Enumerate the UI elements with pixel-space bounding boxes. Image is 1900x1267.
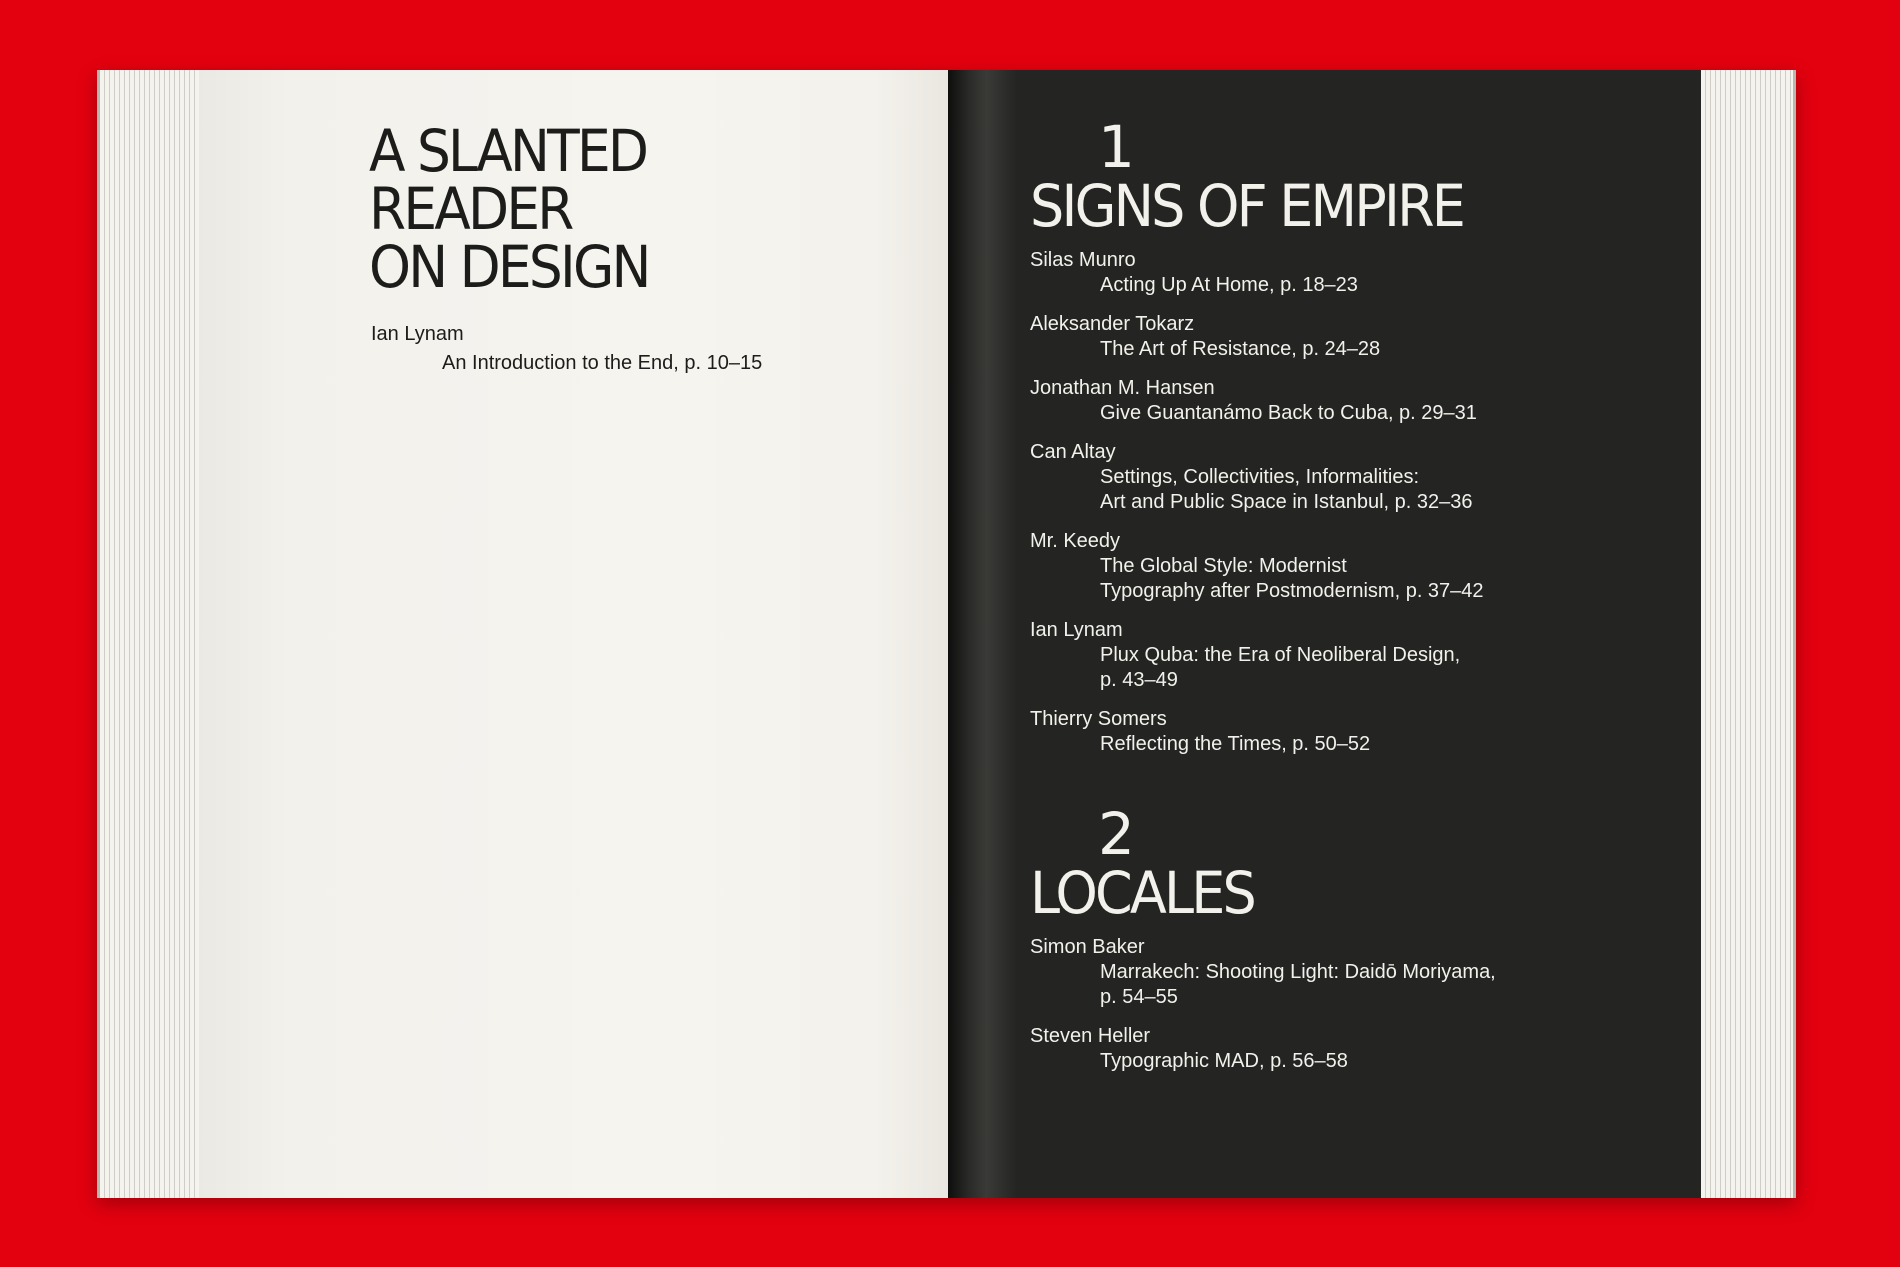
entry-author: Mr. Keedy [1030,530,1121,552]
entry-author: Aleksander Tokarz [1030,313,1195,335]
right-page-stack-edge [1701,70,1796,1198]
entry-title: Give Guantanámo Back to Cuba, p. 29–31 [1100,402,1477,424]
left-page-stack-edge [97,70,199,1198]
title-line: A SLANTED [369,117,647,185]
entry-title: Reflecting the Times, p. 50–52 [1100,733,1371,755]
entry-title: Typographic MAD, p. 56–58 [1100,1050,1348,1072]
toc-entry [1030,312,1590,362]
entry-title: Plux Quba: the Era of Neoliberal Design, [1100,644,1461,666]
section-number: 1 [1098,113,1133,181]
toc-entry [1030,935,1590,1010]
entry-author: Jonathan M. Hansen [1030,377,1215,399]
intro-author: Ian Lynam [371,323,464,345]
toc-entry [1030,440,1590,515]
entry-title: p. 54–55 [1100,986,1178,1008]
book-title [369,117,673,301]
entry-title: Typography after Postmodernism, p. 37–42 [1100,580,1484,602]
left-page [199,70,948,1198]
entry-author: Silas Munro [1030,249,1136,271]
entry-title: Acting Up At Home, p. 18–23 [1100,274,1358,296]
toc-section [1030,113,1590,757]
toc-entry [1030,618,1590,693]
entry-author: Steven Heller [1030,1025,1151,1047]
toc-entry [1030,529,1590,604]
table-of-contents [1030,113,1590,1088]
entry-author: Simon Baker [1030,936,1145,958]
toc-section [1030,800,1590,1074]
entry-author: Can Altay [1030,441,1116,463]
section-title: LOCALES [1030,859,1254,927]
entry-title: Settings, Collectivities, Informalities: [1100,466,1420,488]
entry-title: The Global Style: Modernist [1100,555,1347,577]
section-title: SIGNS OF EMPIRE [1030,172,1464,240]
entry-title: p. 43–49 [1100,669,1178,691]
section-number: 2 [1098,800,1133,868]
toc-entry [1030,248,1590,298]
entry-author: Thierry Somers [1030,708,1167,730]
entry-title: Art and Public Space in Istanbul, p. 32–36 [1100,491,1473,513]
entry-title: Marrakech: Shooting Light: Daidō Moriyama, [1100,961,1496,983]
entry-title: The Art of Resistance, p. 24–28 [1100,338,1381,360]
entry-author: Ian Lynam [1030,619,1123,641]
toc-entry [1030,376,1590,426]
title-line: READER [369,175,572,243]
toc-entry [1030,707,1590,757]
book-gutter [948,70,1018,1198]
intro-article: An Introduction to the End, p. 10–15 [442,352,763,374]
toc-entry [1030,1024,1590,1074]
title-line: ON DESIGN [369,233,649,301]
